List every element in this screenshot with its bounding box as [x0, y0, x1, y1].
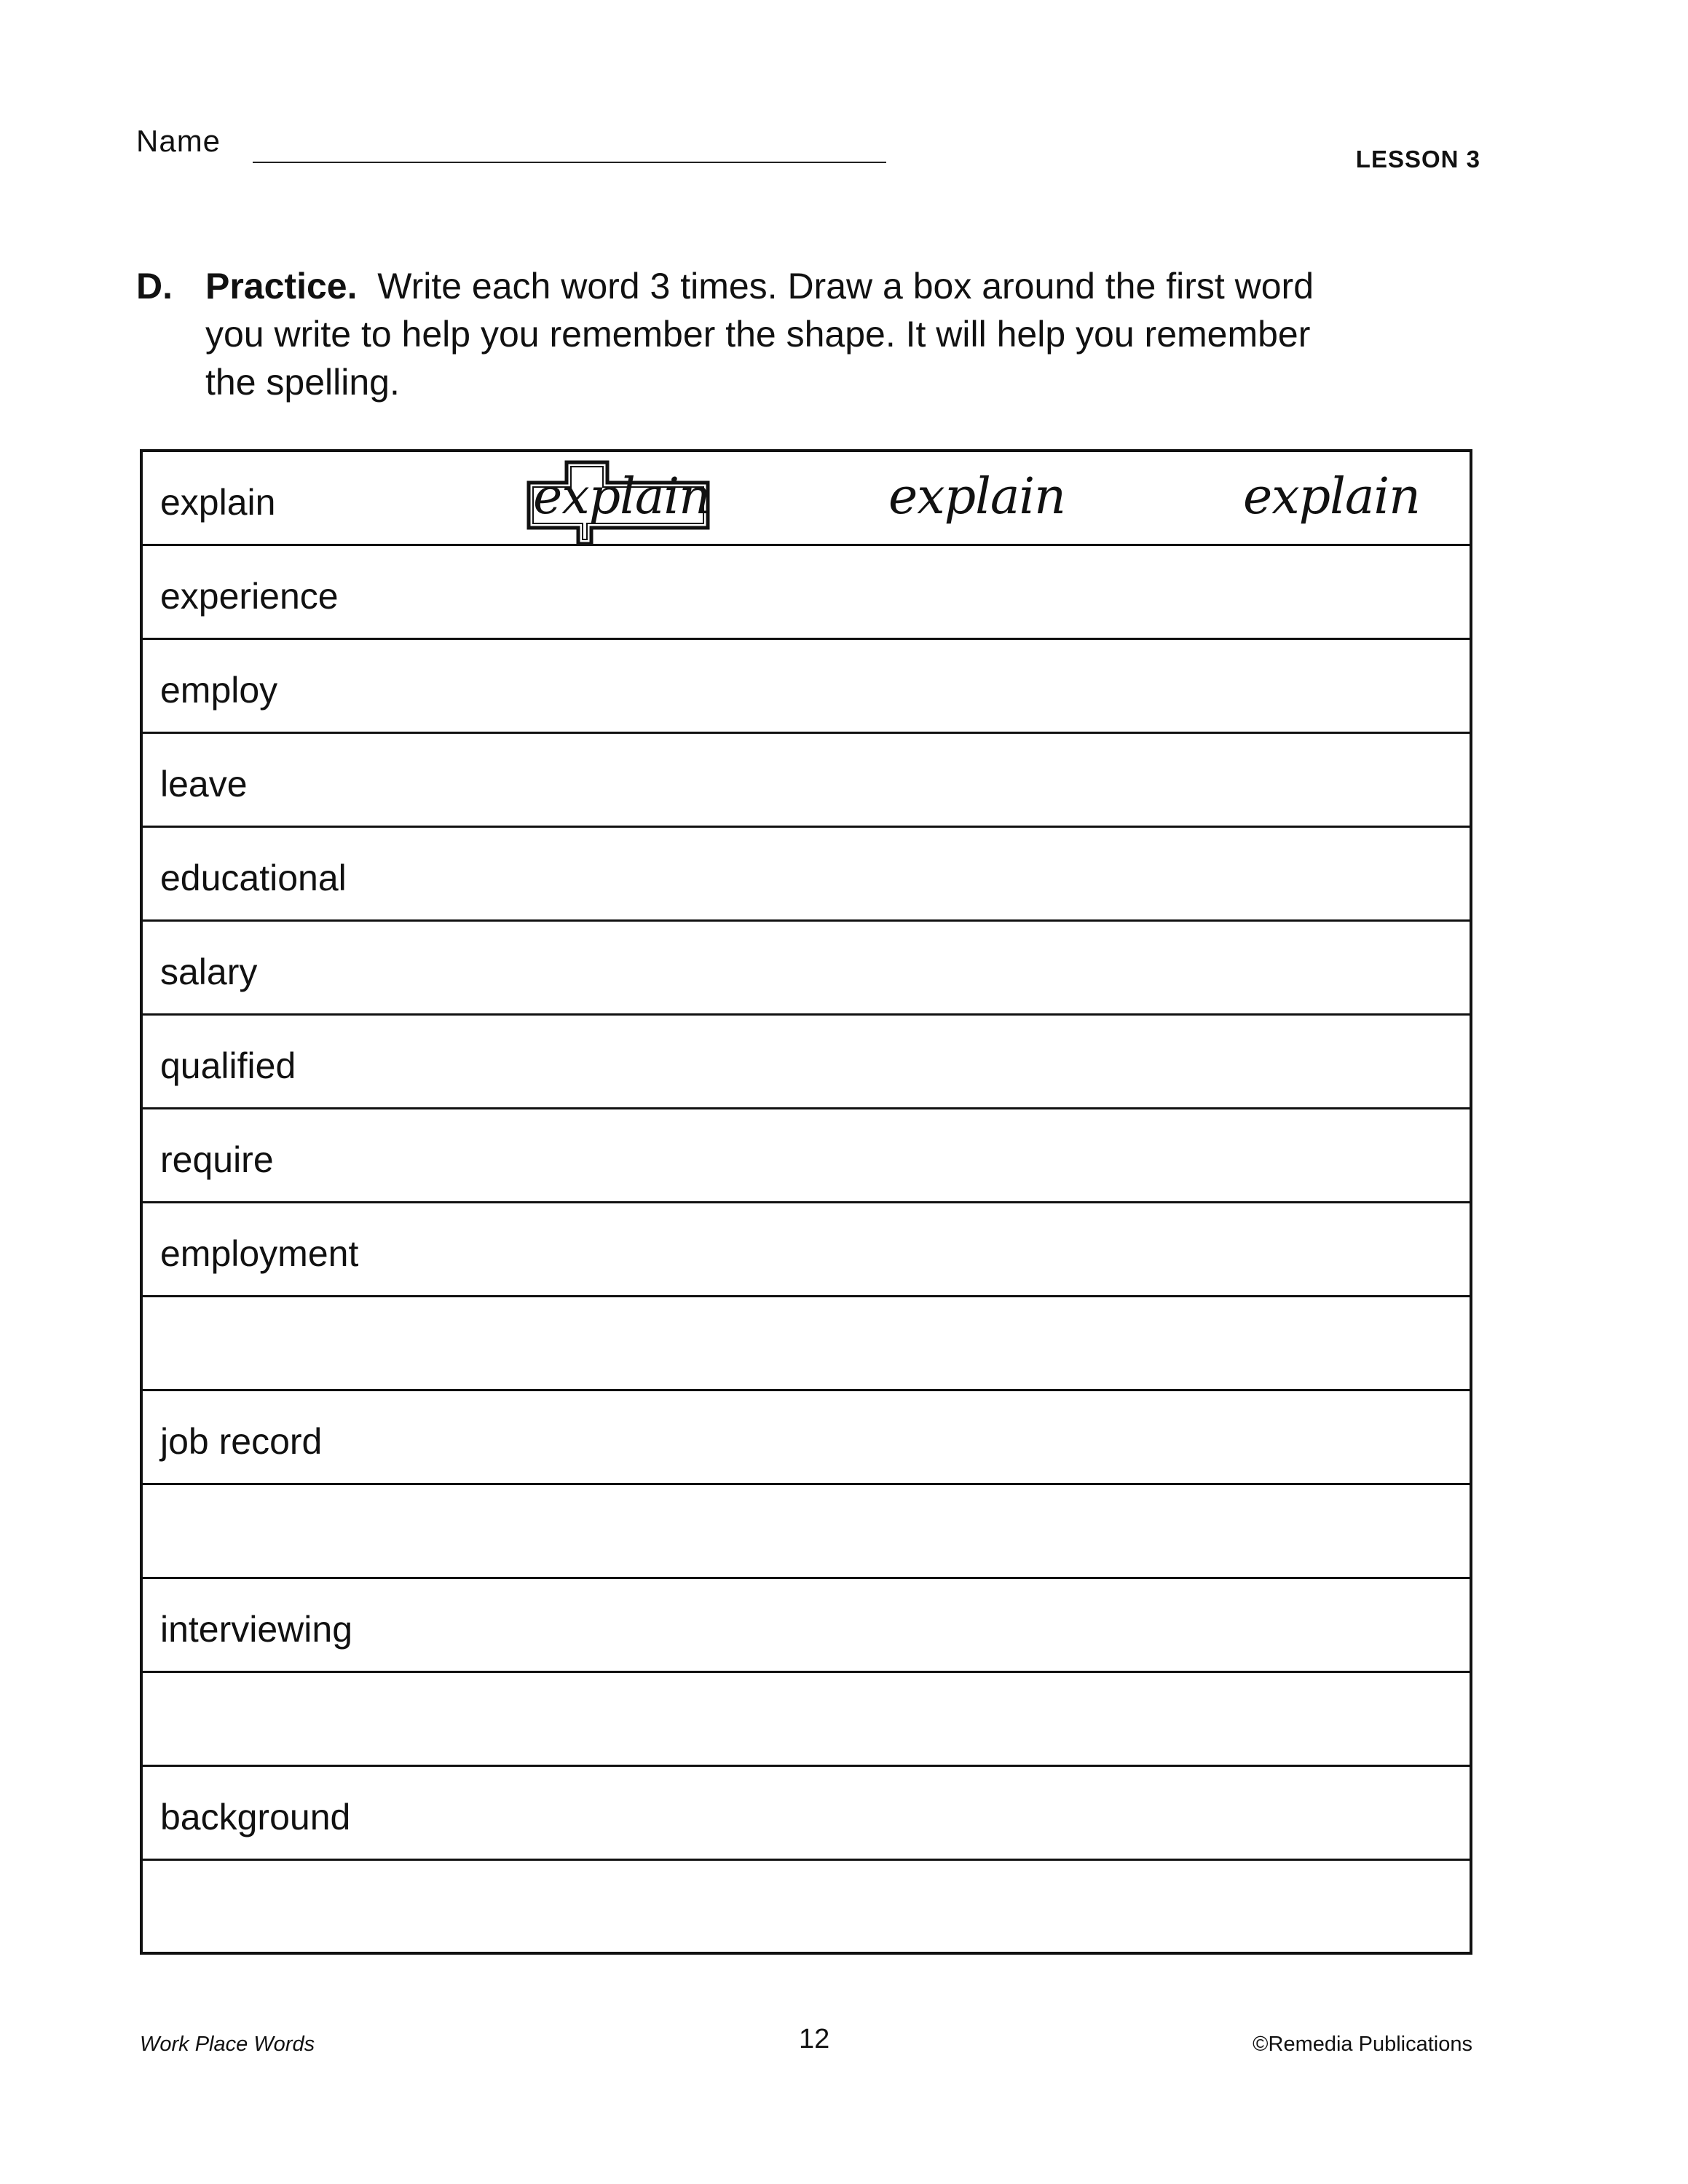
row-word: interviewing	[160, 1609, 353, 1650]
name-row	[136, 124, 886, 175]
practice-row[interactable]	[143, 1016, 1470, 1109]
practice-row[interactable]	[143, 640, 1470, 734]
row-word: educational	[160, 858, 347, 898]
practice-row[interactable]	[143, 922, 1470, 1016]
practice-row[interactable]	[143, 546, 1470, 640]
section-heading: Practice.	[205, 266, 358, 306]
practice-row[interactable]	[143, 1203, 1470, 1297]
section-letter: D.	[136, 266, 173, 306]
lesson-label: LESSON 3	[1355, 146, 1480, 173]
page-number: 12	[799, 2024, 830, 2054]
instructions-body	[205, 262, 1370, 406]
practice-grid	[140, 449, 1472, 1955]
sample-word-3: explain	[1243, 468, 1420, 526]
name-line[interactable]	[253, 162, 886, 163]
practice-row[interactable]	[143, 734, 1470, 828]
footer-book-title: Work Place Words	[140, 2033, 315, 2056]
row-word: salary	[160, 951, 258, 992]
sample-word-2: explain	[888, 468, 1065, 526]
row-word: employment	[160, 1233, 359, 1274]
row-word: require	[160, 1139, 274, 1180]
practice-row[interactable]	[143, 1297, 1470, 1391]
row-word: qualified	[160, 1045, 296, 1086]
footer-publisher: ©Remedia Publications	[1253, 2033, 1472, 2056]
row-word: job record	[160, 1421, 323, 1462]
row-word: background	[160, 1797, 351, 1837]
practice-row[interactable]	[143, 452, 1470, 546]
row-word: experience	[160, 576, 339, 617]
practice-row[interactable]	[143, 1673, 1470, 1767]
row-word: employ	[160, 670, 278, 711]
name-label: Name	[136, 124, 221, 158]
practice-row[interactable]	[143, 1391, 1470, 1485]
row-word: leave	[160, 764, 248, 804]
practice-row[interactable]	[143, 1109, 1470, 1203]
practice-row[interactable]	[143, 1485, 1470, 1579]
practice-row[interactable]	[143, 828, 1470, 922]
practice-row[interactable]	[143, 1861, 1470, 1952]
sample-word-boxed: explain	[533, 468, 710, 526]
practice-row[interactable]	[143, 1579, 1470, 1673]
instructions-text: Write each word 3 times. Draw a box around the first word you write to help you remember the shape. It will help you remember the spelling.	[205, 266, 1314, 403]
practice-row[interactable]	[143, 1767, 1470, 1861]
row-word: explain	[160, 482, 276, 523]
